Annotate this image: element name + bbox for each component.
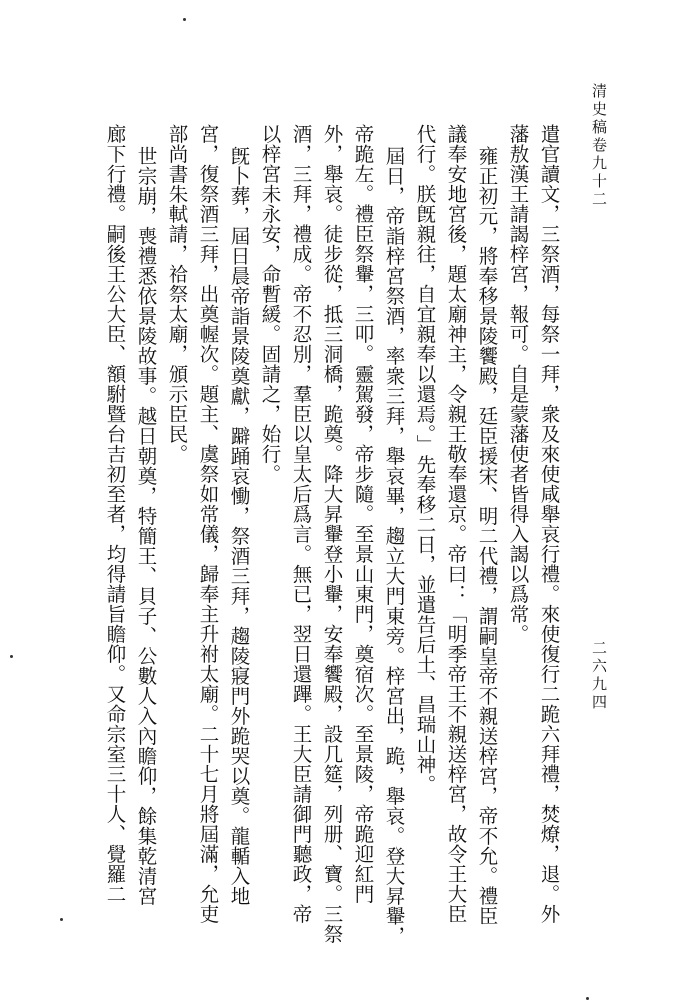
- text-column: 藩敖漢王請謁梓宮，報可。自是蒙藩使者皆得入謁以爲常。: [506, 124, 530, 644]
- text-column: 雍正初元，將奉移景陵饗殿，廷臣援宋、明二代禮，謂嗣皇帝不親送梓宮，帝不允。禮臣: [475, 146, 499, 926]
- text-column: 旣卜葬，屆日晨帝詣景陵奠獻，躃踊哀慟，祭酒三拜，趨陵寢門外跪哭以奠。龍輴入地: [227, 146, 251, 906]
- text-column: 代行。朕旣親往，自宜親奉以還焉。」先奉移二日，並遣告后土、昌瑞山神。: [413, 124, 437, 795]
- text-column: 外，舉哀。徒步從，抵三洞橋，跪奠。降大昇轝登小轝，安奉饗殿，設几筵，列册、寶。三祭: [320, 124, 344, 944]
- text-column: 遣官讀文，三祭酒，每祭一拜，衆及來使咸舉哀行禮。來使復行二跪六拜禮，焚燎，退。外: [537, 124, 561, 924]
- text-column: 部尚書朱軾請，祫祭太廟，頒示臣民。: [165, 124, 189, 464]
- text-column: 以梓宮未永安，命暫緩。固請之，始行。: [258, 124, 282, 484]
- scan-speck: [60, 918, 63, 921]
- text-column: 世宗崩，喪禮悉依景陵故事。越日朝奠，特簡王、貝子、公數人入內瞻仰，餘集乾清宮: [134, 146, 158, 906]
- page-number: 二六九四: [590, 640, 608, 712]
- text-column: 帝跪左。禮臣祭轝，三叩。靈駕發，帝步隨。至景山東門，奠宿次。至景陵，帝跪迎紅門: [351, 124, 375, 904]
- text-column: 屆日，帝詣梓宮祭酒，率衆三拜，舉哀畢，趨立大門東旁。梓宮出，跪，舉哀。登大昇轝，: [382, 146, 406, 946]
- book-title: 清史稿卷九十二: [590, 83, 608, 209]
- scan-speck: [10, 655, 13, 658]
- text-column: 廊下行禮。嗣後王公大臣、額駙暨台吉初至者，均得請旨瞻仰。又命宗室三十人、覺羅二: [103, 124, 127, 904]
- text-column: 酒，三拜，禮成。帝不忍別，羣臣以皇太后爲言。無已，翌日還蹕。王大臣請御門聽政，帝: [289, 124, 313, 924]
- text-column: 宮，復祭酒三拜，出奠幄次。題主、虞祭如常儀，歸奉主升祔太廟。二十七月將屆滿，允吏: [196, 124, 220, 924]
- scan-speck: [183, 18, 186, 21]
- text-column: 議奉安地宮後，題太廟神主，令親王敬奉還京。帝曰：「明季帝王不親送梓宮，故令王大臣: [444, 124, 468, 924]
